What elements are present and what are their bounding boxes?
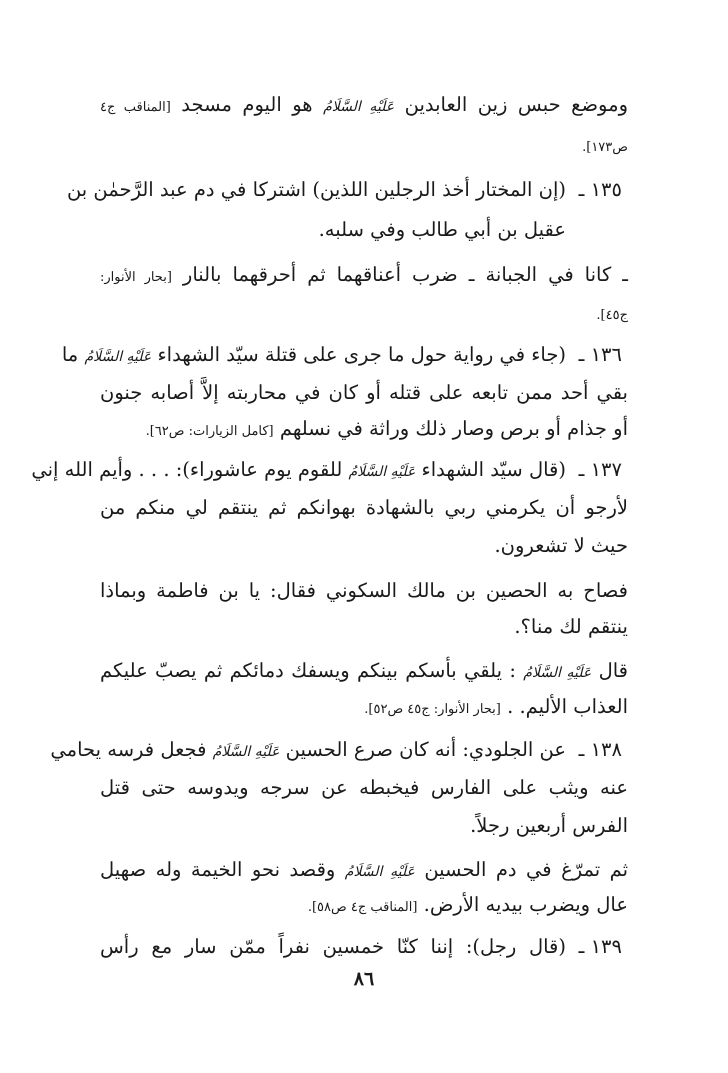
- entry-138-line-4: [100, 853, 628, 887]
- entry-135-line-4: [100, 296, 628, 330]
- entry-136-line-2: [100, 376, 628, 410]
- text: ينتقم لك منا؟.: [514, 615, 628, 638]
- citation: [كامل الزيارات: ص٦٢].: [145, 424, 274, 439]
- entry-number-136: ١٣٦ ـ: [578, 343, 622, 366]
- text: ما: [61, 343, 79, 366]
- text: ثم تمرّغ في دم الحسين: [424, 858, 629, 881]
- entry-137-line-6: [100, 654, 628, 688]
- honorific-glyph: عَلَيْهِ السَّلَامُ: [344, 864, 415, 880]
- text: قال: [598, 659, 628, 682]
- honorific-glyph: عَلَيْهِ السَّلَامُ: [523, 665, 592, 681]
- text: (قال سيّد الشهداء: [421, 458, 566, 481]
- text: العذاب الأليم. .: [507, 695, 628, 718]
- page-number: ٨٦: [353, 968, 375, 990]
- citation: [بحار الأنوار:: [100, 270, 172, 285]
- text: عن الجلودي: أنه كان صرع الحسين: [285, 738, 566, 761]
- honorific-glyph: عَلَيْهِ السَّلَامُ: [212, 744, 280, 760]
- citation: [المناقب ج٤ ص٥٨].: [307, 900, 418, 915]
- honorific-glyph: عَلَيْهِ السَّلَامُ: [323, 99, 395, 115]
- entry-135-line-1: [66, 173, 566, 207]
- text: حيث لا تشعرون.: [494, 534, 628, 557]
- text: (قال رجل): إننا كنّا خمسين نفراً ممّن سار مع رأس: [100, 935, 566, 958]
- honorific-glyph: عَلَيْهِ السَّلَامُ: [348, 464, 416, 480]
- text: هو اليوم مسجد: [181, 93, 313, 116]
- entry-137-line-4: [100, 574, 628, 608]
- entry-137-line-2: [100, 491, 628, 525]
- text: الفرس أربعين رجلاً.: [470, 814, 628, 837]
- text: (جاء في رواية حول ما جرى على قتلة سيّد الشهداء: [157, 343, 566, 366]
- text: فجعل فرسه يحامي: [50, 738, 207, 761]
- text: : يلقي بأسكم بينكم ويسفك دمائكم ثم يصبّ عليكم: [100, 659, 516, 682]
- honorific-glyph: عَلَيْهِ السَّلَامُ: [84, 349, 152, 365]
- entry-137-line-7: [100, 690, 628, 724]
- text: للقوم يوم عاشوراء): . . . وأيم الله إني: [31, 458, 343, 481]
- entry-136-line-3: [100, 412, 628, 446]
- entry-137-line-1: [31, 453, 566, 487]
- citation: [بحار الأنوار: ج٤٥ ص٥٢].: [364, 702, 501, 717]
- citation: ج٤٥].: [596, 308, 628, 323]
- text: لأرجو أن يكرمني ربي بالشهادة بهوانكم ثم ينتقم لي منكم من: [100, 496, 628, 519]
- text: ـ كانا في الجبانة ـ ضرب أعناقهما ثم أحرقهما بالنار: [182, 263, 628, 286]
- text: بقي أحد ممن تابعه على قتله أو كان في محاربته إلاَّ أصابه جنون: [100, 381, 628, 404]
- entry-number-138: ١٣٨ ـ: [578, 738, 622, 761]
- citation: ص١٧٣].: [582, 140, 628, 155]
- entry-number-135: ١٣٥ ـ: [578, 178, 622, 201]
- entry-136-line-1: [61, 338, 566, 372]
- entry-number-139: ١٣٩ ـ: [578, 935, 622, 958]
- intro-line-2: [100, 128, 628, 162]
- entry-135-line-3: [100, 258, 628, 292]
- entry-number-137: ١٣٧ ـ: [578, 458, 622, 481]
- entry-138-line-2: [100, 771, 628, 805]
- entry-139-line-1: [100, 930, 566, 964]
- citation: [المناقب ج٤: [100, 100, 171, 115]
- entry-138-line-1: [50, 733, 566, 767]
- entry-137-line-3: [100, 529, 628, 563]
- text: وقصد نحو الخيمة وله صهيل: [100, 858, 336, 881]
- intro-line-1: [100, 88, 628, 122]
- entry-138-line-3: [100, 809, 628, 843]
- text: فصاح به الحصين بن مالك السكوني فقال: يا بن فاطمة وبماذا: [100, 579, 628, 602]
- text: عقيل بن أبي طالب وفي سلبه.: [318, 218, 566, 241]
- entry-137-line-5: [100, 610, 628, 644]
- text: وموضع حبس زين العابدين: [404, 93, 628, 116]
- text: عنه ويثب على الفارس فيخبطه عن سرجه ويدوسه حتى قتل: [100, 776, 628, 799]
- text: أو جذام أو برص وصار ذلك وراثة في نسلهم: [279, 417, 628, 440]
- text: عال ويضرب بيديه الأرض.: [423, 893, 628, 916]
- entry-135-line-2: [100, 213, 566, 247]
- text: (إن المختار أخذ الرجلين اللذين) اشتركا في دم عبد الرَّحمٰن بن: [66, 178, 566, 201]
- entry-138-line-5: [100, 888, 628, 922]
